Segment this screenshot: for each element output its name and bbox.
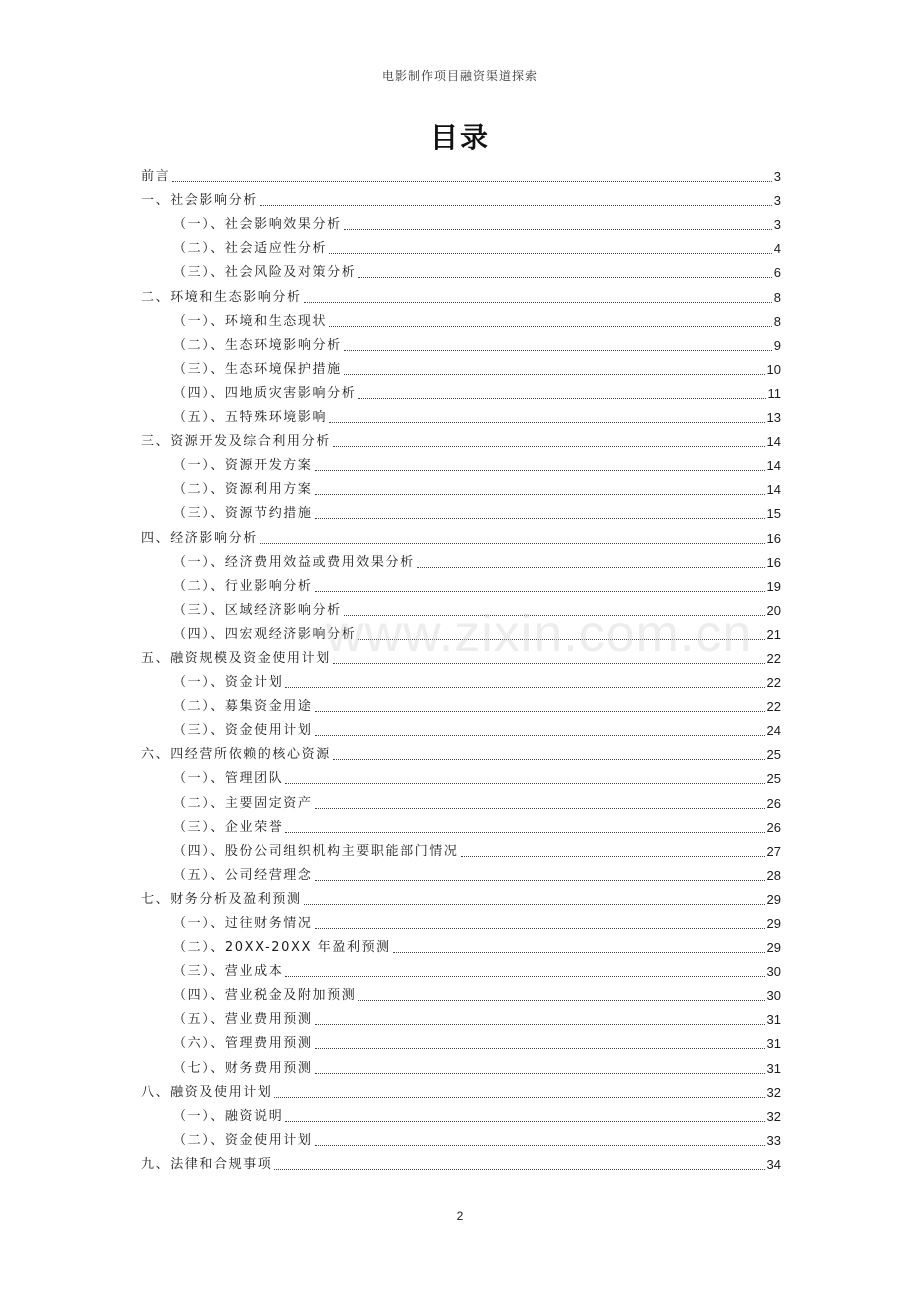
toc-dot-leader — [344, 614, 765, 616]
toc-entry-page: 9 — [773, 337, 781, 353]
toc-entry-title: （二）、行业影响分析 — [173, 578, 313, 594]
toc-entry-title: （一）、社会影响效果分析 — [173, 217, 342, 233]
toc-dot-leader — [304, 903, 765, 905]
toc-entry-page: 30 — [766, 988, 781, 1004]
toc-entry-title: （三）、企业荣誉 — [173, 819, 284, 835]
toc-dot-leader — [417, 566, 765, 568]
toc-entry-page: 20 — [766, 602, 781, 618]
toc-entry-title: （四）、四宏观经济影响分析 — [173, 626, 357, 642]
toc-entry-page: 21 — [766, 626, 781, 642]
toc-entry-title: （五）、营业费用预测 — [173, 1012, 313, 1028]
toc-entry[interactable] — [141, 571, 781, 595]
toc-entry-page: 19 — [766, 578, 781, 594]
toc-entry-page: 31 — [766, 1036, 781, 1052]
toc-entry-page: 22 — [766, 675, 781, 691]
toc-entry-title: 二、环境和生态影响分析 — [141, 289, 302, 305]
toc-dot-leader — [315, 493, 765, 495]
toc-entry-title: （一）、过往财务情况 — [173, 916, 313, 931]
toc-entry-title: （五）、五特殊环境影响 — [173, 410, 328, 426]
toc-entry-page: 10 — [766, 361, 781, 377]
toc-entry-page: 13 — [766, 410, 781, 426]
toc-entry[interactable] — [141, 474, 781, 498]
toc-entry[interactable] — [141, 161, 781, 185]
toc-entry[interactable] — [141, 980, 781, 1004]
toc-entry-page: 33 — [766, 1132, 781, 1148]
toc-entry-page: 25 — [766, 771, 781, 787]
toc-entry-title: （二）、社会适应性分析 — [173, 241, 328, 257]
toc-dot-leader — [358, 999, 764, 1001]
toc-entry[interactable] — [141, 306, 781, 330]
toc-dot-leader — [315, 517, 765, 519]
toc-entry-page: 32 — [766, 1084, 781, 1100]
toc-dot-leader — [358, 276, 771, 278]
toc-dot-leader — [315, 590, 765, 592]
toc-entry-page: 24 — [766, 723, 781, 739]
toc-dot-leader — [260, 542, 765, 544]
toc-dot-leader — [333, 758, 765, 760]
toc-entry-page: 29 — [766, 891, 781, 907]
toc-entry-page: 4 — [773, 241, 781, 257]
toc-dot-leader — [333, 662, 765, 664]
toc-dot-leader — [285, 975, 764, 977]
toc-entry-title: 九、法律和合规事项 — [141, 1156, 273, 1172]
toc-entry-title: （一）、管理团队 — [173, 771, 284, 787]
toc-entry-page: 15 — [766, 506, 781, 522]
toc-entry[interactable] — [141, 836, 781, 860]
toc-entry[interactable] — [141, 378, 781, 402]
toc-entry[interactable] — [141, 643, 781, 667]
toc-dot-leader — [315, 879, 765, 881]
toc-dot-leader — [344, 228, 772, 230]
toc-entry-title: 一、社会影响分析 — [141, 193, 258, 209]
toc-entry-page: 34 — [766, 1156, 781, 1172]
toc-entry-page: 22 — [766, 699, 781, 715]
toc-dot-leader — [315, 1023, 765, 1025]
toc-dot-leader — [304, 301, 772, 303]
toc-entry-title: （三）、区域经济影响分析 — [173, 602, 342, 618]
toc-entry-title: （四）、四地质灾害影响分析 — [173, 385, 357, 401]
toc-entry-title: 八、融资及使用计划 — [141, 1084, 273, 1100]
toc-entry-page: 14 — [766, 482, 781, 498]
toc-entry-page: 6 — [773, 265, 781, 281]
toc-entry-title: （一）、资源开发方案 — [173, 458, 313, 474]
toc-dot-leader — [315, 734, 765, 736]
toc-entry[interactable] — [141, 1028, 781, 1052]
toc-entry-title: （三）、营业成本 — [173, 964, 284, 980]
toc-entry[interactable] — [141, 498, 781, 522]
toc-entry-page: 16 — [766, 530, 781, 546]
toc-entry-title: （二）、主要固定资产 — [173, 795, 313, 811]
toc-entry-page: 11 — [767, 385, 781, 401]
toc-entry[interactable] — [141, 787, 781, 811]
toc-dot-leader — [329, 252, 772, 254]
toc-entry-title: （二）、募集资金用途 — [173, 699, 313, 715]
toc-entry[interactable] — [141, 209, 781, 233]
toc-dot-leader — [315, 927, 765, 929]
page-title: 目录 — [429, 121, 490, 154]
toc-dot-leader — [344, 349, 772, 351]
toc-dot-leader — [358, 638, 764, 640]
toc-entry-page: 3 — [773, 217, 781, 233]
table-of-contents — [141, 161, 781, 1173]
toc-entry[interactable] — [141, 932, 781, 956]
toc-entry[interactable] — [141, 667, 781, 691]
toc-dot-leader — [172, 180, 772, 182]
toc-entry[interactable] — [141, 739, 781, 763]
toc-entry-page: 25 — [766, 747, 781, 763]
toc-entry-title: 六、四经营所依赖的核心资源 — [141, 747, 331, 763]
toc-entry-page: 27 — [766, 843, 781, 859]
toc-entry[interactable] — [141, 1149, 781, 1173]
toc-entry[interactable] — [141, 595, 781, 619]
toc-dot-leader — [358, 397, 765, 399]
toc-entry-title: 前言 — [141, 169, 171, 185]
toc-dot-leader — [285, 782, 764, 784]
toc-entry[interactable] — [141, 884, 781, 908]
toc-dot-leader — [315, 1144, 765, 1146]
toc-dot-leader — [315, 1047, 765, 1049]
toc-dot-leader — [393, 951, 765, 953]
toc-entry-page: 16 — [766, 554, 781, 570]
toc-entry-title: （三）、社会风险及对策分析 — [173, 265, 357, 281]
toc-dot-leader — [333, 445, 765, 447]
toc-dot-leader — [285, 686, 764, 688]
toc-dot-leader — [329, 421, 764, 423]
toc-dot-leader — [329, 325, 772, 327]
toc-dot-leader — [315, 710, 765, 712]
toc-entry-page: 3 — [773, 169, 781, 185]
toc-entry-title: （一）、资金计划 — [173, 675, 284, 691]
toc-entry-title: 四、经济影响分析 — [141, 530, 258, 546]
toc-entry[interactable] — [141, 522, 781, 546]
toc-entry-title: 五、融资规模及资金使用计划 — [141, 650, 331, 666]
toc-entry[interactable] — [141, 354, 781, 378]
toc-entry-title: （一）、融资说明 — [173, 1108, 284, 1124]
toc-entry-title: （一）、环境和生态现状 — [173, 313, 328, 329]
toc-entry-page: 8 — [773, 289, 781, 305]
watermark: www.zixin.com.cn — [326, 605, 753, 663]
toc-dot-leader — [315, 807, 765, 809]
running-header: 电影制作项目融资渠道探索 — [381, 69, 538, 83]
toc-entry-title: （三）、生态环境保护措施 — [173, 361, 342, 377]
page-number: 2 — [456, 1209, 464, 1223]
toc-entry-page: 29 — [766, 916, 781, 931]
toc-entry[interactable] — [141, 450, 781, 474]
toc-entry-title: （四）、股份公司组织机构主要职能部门情况 — [173, 843, 459, 859]
toc-entry-title: 三、资源开发及综合利用分析 — [141, 434, 331, 450]
toc-entry[interactable] — [141, 426, 781, 450]
toc-entry-title: （三）、资金使用计划 — [173, 723, 313, 739]
toc-entry[interactable] — [141, 1004, 781, 1028]
toc-entry[interactable] — [141, 402, 781, 426]
toc-entry-page: 26 — [766, 819, 781, 835]
toc-entry[interactable] — [141, 1052, 781, 1076]
toc-entry-page: 3 — [773, 193, 781, 209]
toc-entry-page: 8 — [773, 313, 781, 329]
toc-entry[interactable] — [141, 1077, 781, 1101]
toc-dot-leader — [285, 831, 764, 833]
toc-entry-title: （二）、生态环境影响分析 — [173, 337, 342, 353]
toc-dot-leader — [274, 1096, 764, 1098]
toc-entry-title: 七、财务分析及盈利预测 — [141, 891, 302, 907]
toc-entry-page: 22 — [766, 650, 781, 666]
toc-entry[interactable] — [141, 908, 781, 932]
toc-entry-page: 29 — [766, 940, 781, 956]
toc-entry-title: （七）、财务费用预测 — [173, 1060, 313, 1076]
toc-entry[interactable] — [141, 257, 781, 281]
toc-entry-page: 28 — [766, 867, 781, 883]
toc-dot-leader — [274, 1168, 764, 1170]
toc-dot-leader — [285, 1120, 764, 1122]
toc-entry-page: 32 — [766, 1108, 781, 1124]
toc-dot-leader — [260, 204, 772, 206]
toc-entry-title: （二）、资源利用方案 — [173, 482, 313, 498]
toc-entry[interactable] — [141, 1101, 781, 1125]
toc-entry[interactable] — [141, 860, 781, 884]
toc-entry-title: （一）、经济费用效益或费用效果分析 — [173, 554, 415, 570]
toc-entry[interactable] — [141, 956, 781, 980]
toc-dot-leader — [461, 855, 765, 857]
toc-entry[interactable] — [141, 547, 781, 571]
toc-entry-title: （二）、20XX-20XX 年盈利预测 — [173, 940, 391, 956]
toc-entry[interactable] — [141, 763, 781, 787]
toc-entry-page: 26 — [766, 795, 781, 811]
toc-entry[interactable] — [141, 233, 781, 257]
toc-entry-title: （四）、营业税金及附加预测 — [173, 988, 357, 1004]
toc-entry[interactable] — [141, 619, 781, 643]
toc-dot-leader — [344, 373, 765, 375]
toc-entry[interactable] — [141, 1125, 781, 1149]
toc-entry-title: （五）、公司经营理念 — [173, 867, 313, 883]
toc-entry-page: 14 — [766, 434, 781, 450]
toc-dot-leader — [315, 469, 765, 471]
toc-entry-page: 31 — [766, 1060, 781, 1076]
toc-entry[interactable] — [141, 691, 781, 715]
toc-entry-page: 14 — [766, 458, 781, 474]
toc-entry-title: （三）、资源节约措施 — [173, 506, 313, 522]
toc-entry-page: 30 — [766, 964, 781, 980]
toc-entry[interactable] — [141, 715, 781, 739]
toc-entry-page: 31 — [766, 1012, 781, 1028]
toc-dot-leader — [315, 1072, 765, 1074]
toc-entry[interactable] — [141, 330, 781, 354]
toc-entry-title: （二）、资金使用计划 — [173, 1132, 313, 1148]
toc-entry[interactable] — [141, 281, 781, 305]
toc-entry[interactable] — [141, 185, 781, 209]
toc-entry[interactable] — [141, 812, 781, 836]
toc-entry-title: （六）、管理费用预测 — [173, 1036, 313, 1052]
